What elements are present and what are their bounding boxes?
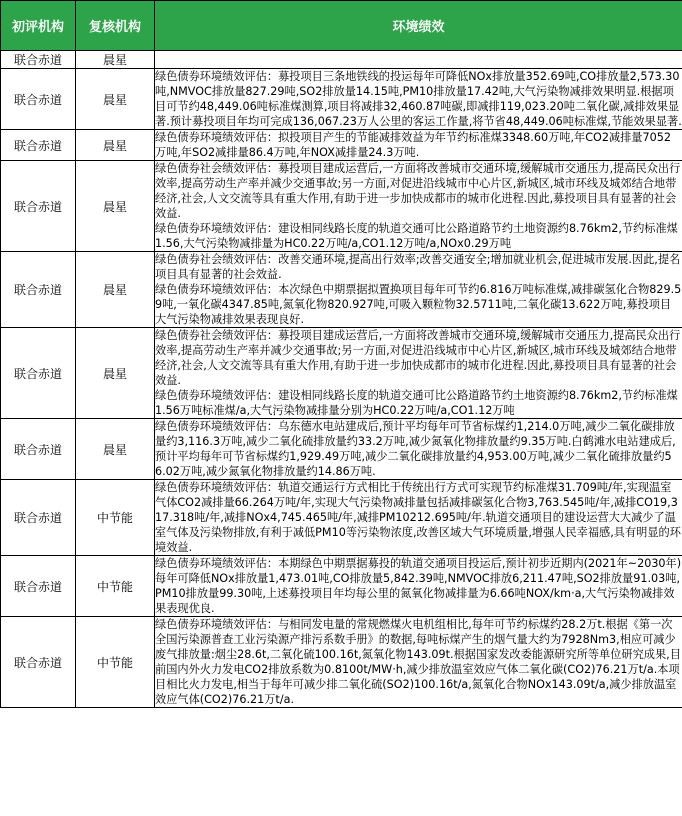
initial-rater-cell: 联合赤道 [1,130,76,161]
initial-rater-cell: 联合赤道 [1,161,76,252]
performance-cell [155,617,682,708]
initial-rater-cell: 联合赤道 [1,328,76,419]
performance-paragraph: 绿色债券环境绩效评估：募投项目三条地铁线的投运每年可降低NOx排放量352.69吨,CO排放量2,573.30吨,NMVOC排放量827.29吨,SO2排放量14.15吨,PM10排放量17.42吨,大气污染物减排效果明显.根据项目可节约48,449.06吨标准煤测算,项目将减排32,460.87吨碳,即减排119,023.20吨二氧化碳,减排效果显著.预计募投项目年均可完成136,067.23万人公里的客运工作量,将节省48,449.06吨标准煤,节能效果显著. [155,70,682,128]
performance-paragraph: 绿色债券环境绩效评估：拟投项目产生的节能减排效益为年节约标准煤3348.60万吨,年CO2减排量7052万吨,年SO2减排量86.4万吨,年NOX减排量24.3万吨. [155,131,671,159]
header-environmental-performance: 环境绩效 [155,1,682,51]
performance-cell [155,51,682,69]
table-row [1,252,682,328]
performance-cell [155,480,682,556]
initial-rater-cell: 联合赤道 [1,617,76,708]
initial-rater-cell: 联合赤道 [1,51,76,69]
reviewer-cell: 晨星 [76,130,155,161]
initial-rater-cell: 联合赤道 [1,556,76,617]
table-row [1,161,682,252]
reviewer-cell: 中节能 [76,556,155,617]
table-row [1,617,682,708]
performance-cell [155,252,682,328]
initial-rater-cell: 联合赤道 [1,480,76,556]
header-reviewer: 复核机构 [76,1,155,51]
reviewer-cell: 中节能 [76,480,155,556]
performance-paragraph: 绿色债券社会绩效评估：募投项目建成运营后,一方面将改善城市交通环境,缓解城市交通压力,提高民众出行效率,提高劳动生产率并减少交通事故;另一方面,对促进沿线城市中心片区,新城区,城市环线及城郊结合地带经济,社会,人文交流等具有重大作用,有助于进一步加快成都市的城市化进程.因此,募投项目具有显著的社会效益. [155,329,681,387]
reviewer-cell: 晨星 [76,69,155,130]
reviewer-cell: 晨星 [76,51,155,69]
header-initial-rater: 初评机构 [1,1,76,51]
table-row [1,328,682,419]
table-row [1,130,682,161]
table-body [1,51,682,708]
performance-paragraph: 绿色债券环境绩效评估：本期绿色中期票据募投的轨道交通项目投运后,预计初步近期内(2021年~2030年)每年可降低NOx排放量1,473.01吨,CO排放量5,842.39吨,NMVOC排放6,211.47吨,SO2排放量91.03吨,PM10排放量99.30吨,上述募投项目年均每公里的氮氧化物减排量为6.66吨NOX/km·a,大气污染物减排效果表现优良. [155,557,682,615]
reviewer-cell: 晨星 [76,419,155,480]
performance-paragraph: 绿色债券环境绩效评估：建设相同线路长度的轨道交通可比公路道路节约土地资源约8.76km2,节约标准煤1.56,大气污染物减排量为HC0.22万吨/a,CO1.12万吨/a,NOx0.29万吨 [155,222,678,250]
initial-rater-cell: 联合赤道 [1,252,76,328]
performance-cell [155,69,682,130]
table-header-row [1,1,682,51]
performance-paragraph: 绿色债券环境绩效评估：与相同发电量的常规燃煤火电机组相比,每年可节约标煤约28.2万t.根据《第一次全国污染源普查工业污染源产排污系数手册》的数据,每吨标煤产生的烟气量大约为7928Nm3,相应可减少废气排放量:烟尘28.6t,二氧化硫100.16t,氮氧化物143.09t.根据国家发改委能源研究所等单位研究成果,目前国内外火力发电CO2排放系数为0.8100t/MW·h,减少排放温室效应气体二氧化碳(CO2)76.21万t/a.本项目相比火力发电,相当于每年可减少排二氧化硫(SO2)100.16t/a,氮氧化合物NOx143.09t/a,减少排放温室效应气体(CO2)76.21万t/a. [155,618,681,706]
reviewer-cell: 晨星 [76,252,155,328]
performance-paragraph: 绿色债券社会绩效评估：募投项目建成运营后,一方面将改善城市交通环境,缓解城市交通压力,提高民众出行效率,提高劳动生产率并减少交通事故;另一方面,对促进沿线城市中心片区,新城区,城市环线及城郊结合地带经济,社会,人文交流等具有重大作用,有助于进一步加快成都市的城市化进程.因此,募投项目具有显著的社会效益. [155,162,681,220]
performance-cell [155,328,682,419]
table-row [1,69,682,130]
initial-rater-cell: 联合赤道 [1,69,76,130]
reviewer-cell: 晨星 [76,328,155,419]
table-row [1,480,682,556]
initial-rater-cell: 联合赤道 [1,419,76,480]
performance-cell [155,161,682,252]
performance-paragraph: 绿色债券环境绩效评估：建设相同线路长度的轨道交通可比公路道路节约土地资源约8.76km2,节约标准煤1.56万吨标准煤/a,大气污染物减排量分别为HC0.22万吨/a,CO1.12万吨 [155,389,678,417]
performance-cell [155,130,682,161]
table-row [1,556,682,617]
performance-cell [155,556,682,617]
table-row [1,51,682,69]
performance-paragraph: 绿色债券环境绩效评估：轨道交通运行方式相比于传统出行方式可实现节约标准煤31.709吨/年,实现温室气体CO2减排量66.264万吨/年,实现大气污染物减排量包括减排碳氢化合物3,763.545吨/年,减排CO19,317.318吨/年,减排NOx4,745.465吨/年,减排PM10212.695吨/年.轨道交通项目的建设运营大大减少了温室气体及污染物排放,有利于减低PM10等污染物浓度,改善区域大气环境质量,增强人民幸福感,具有明显的环境效益. [155,481,681,554]
performance-cell [155,419,682,480]
performance-paragraph: 绿色债券环境绩效评估：本次绿色中期票据拟置换项目每年可节约6.816万吨标准煤,减排碳氢化合物829.59吨,一氧化碳4347.85吨,氮氧化物820.927吨,可吸入颗粒物32.5711吨,二氧化碳13.622万吨,募投项目大气污染物减排效果表现良好. [155,283,682,326]
table-row [1,419,682,480]
reviewer-cell: 晨星 [76,161,155,252]
performance-paragraph: 绿色债券环境绩效评估：乌东德水电站建成后,预计平均每年可节省标煤约1,214.0万吨,减少二氧化碳排放量约3,116.3万吨,减少二氧化硫排放量约33.2万吨,减少氮氧化物排放量约9.35万吨.白鹤滩水电站建成后,预计平均每年可节省标煤约1,929.49万吨,减少二氧化碳排放量约4,953.00万吨,减少二氧化硫排放量约56.02万吨,减少氮氧化物排放量约14.86万吨. [155,420,676,478]
performance-paragraph: 绿色债券社会绩效评估：改善交通环境,提高出行效率;改善交通安全;增加就业机会,促进城市发展.因此,提名项目具有显著的社会效益. [155,253,681,281]
reviewer-cell: 中节能 [76,617,155,708]
